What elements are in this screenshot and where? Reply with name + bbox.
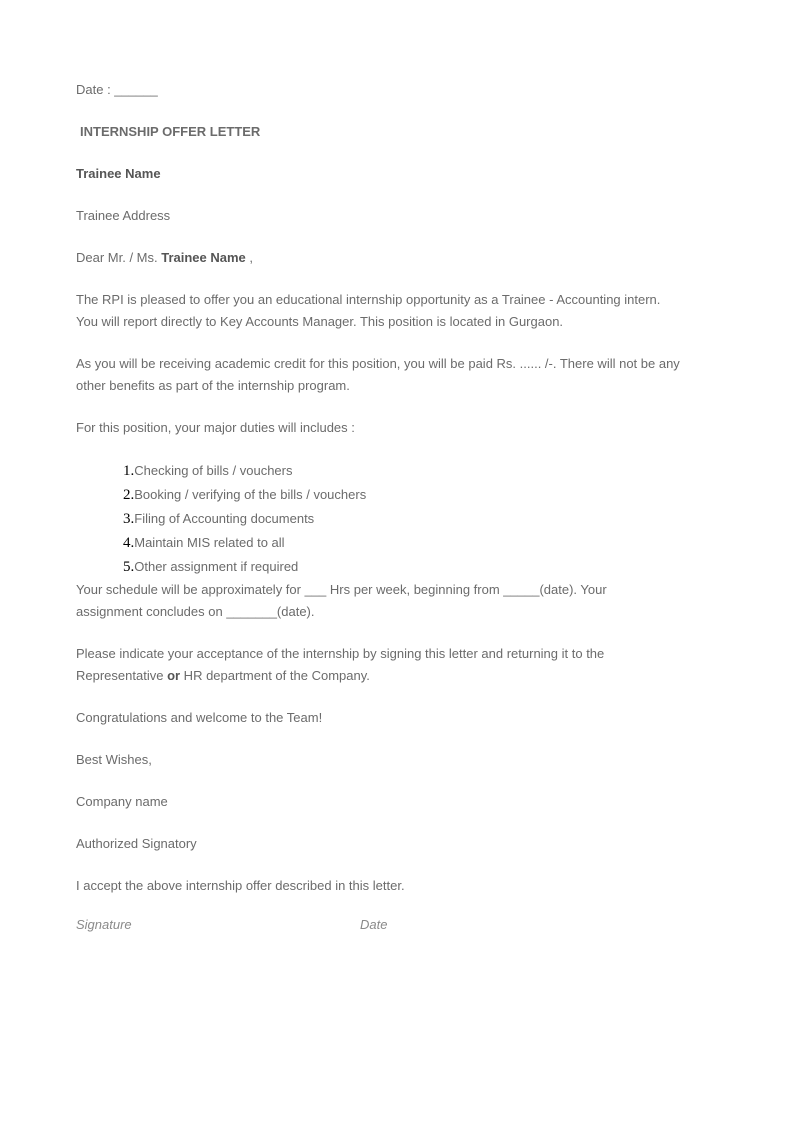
- trainee-address: Trainee Address: [76, 208, 171, 223]
- duty-text: Maintain MIS related to all: [134, 535, 285, 550]
- compensation-line-2: other benefits as part of the internship program.: [76, 378, 350, 393]
- schedule-paragraph: [76, 579, 726, 623]
- signature-label: Signature: [76, 917, 132, 932]
- list-item: [123, 507, 726, 531]
- list-item: [123, 459, 726, 483]
- signature-row: [76, 917, 726, 939]
- list-item: [123, 555, 726, 579]
- acceptance-line-1: Please indicate your acceptance of the internship by signing this letter and returning it to the: [76, 646, 605, 661]
- duty-text: Filing of Accounting documents: [134, 511, 315, 526]
- salutation-prefix: Dear Mr. / Ms.: [76, 250, 162, 265]
- duty-text: Other assignment if required: [134, 559, 299, 574]
- list-item: [123, 483, 726, 507]
- date-label: Date: [360, 917, 388, 932]
- salutation: [76, 247, 726, 269]
- letter-page: [76, 79, 726, 939]
- acceptance-or: or: [167, 668, 181, 683]
- authorized-signatory: Authorized Signatory: [76, 836, 197, 851]
- acceptance-line-2-pre: Representative: [76, 668, 168, 683]
- salutation-name: Trainee Name: [161, 250, 246, 265]
- duty-number: 1.: [123, 463, 135, 479]
- compensation-line-1: As you will be receiving academic credit for this position, you will be paid Rs. ...... /-. There will not be any: [76, 356, 680, 371]
- acceptance-line-2: [76, 665, 726, 687]
- offer-line-1: The RPI is pleased to offer you an educational internship opportunity as a Trainee - Accounting intern.: [76, 292, 661, 307]
- duty-text: Checking of bills / vouchers: [134, 463, 293, 478]
- letter-title: INTERNSHIP OFFER LETTER: [80, 124, 261, 139]
- closing: Best Wishes,: [76, 752, 152, 767]
- date-line: Date : ______: [76, 82, 158, 97]
- duties-list: [76, 459, 726, 579]
- compensation-paragraph: [76, 353, 726, 397]
- acceptance-statement: I accept the above internship offer described in this letter.: [76, 878, 405, 893]
- duty-number: 3.: [123, 511, 135, 527]
- duty-number: 5.: [123, 559, 135, 575]
- acceptance-line-2-post: HR department of the Company.: [180, 668, 370, 683]
- offer-line-2: You will report directly to Key Accounts Manager. This position is located in Gurgaon.: [76, 314, 564, 329]
- offer-paragraph: [76, 289, 726, 333]
- duty-number: 4.: [123, 535, 135, 551]
- duty-number: 2.: [123, 487, 135, 503]
- trainee-name: Trainee Name: [76, 166, 161, 181]
- list-item: [123, 531, 726, 555]
- acceptance-paragraph: [76, 643, 726, 687]
- congratulations: Congratulations and welcome to the Team!: [76, 710, 323, 725]
- salutation-suffix: ,: [245, 250, 254, 265]
- company-name: Company name: [76, 794, 168, 809]
- schedule-line-1: Your schedule will be approximately for ___ Hrs per week, beginning from _____(date). Your: [76, 582, 607, 597]
- schedule-line-2: assignment concludes on _______(date).: [76, 604, 315, 619]
- duty-text: Booking / verifying of the bills / vouchers: [134, 487, 367, 502]
- duties-intro: For this position, your major duties will includes :: [76, 420, 355, 435]
